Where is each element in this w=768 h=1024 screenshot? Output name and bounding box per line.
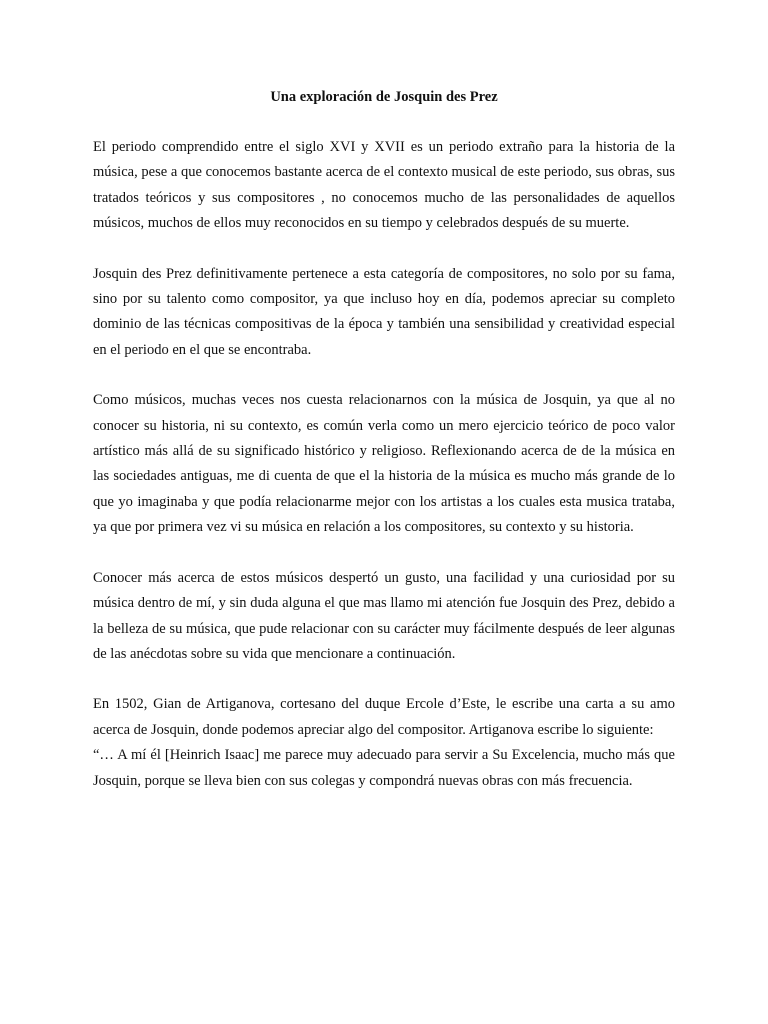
document-title: Una exploración de Josquin des Prez — [270, 89, 498, 105]
paragraph: Josquin des Prez definitivamente pertenece a esta categoría de compositores, no solo por su fama, sino por su talento como compositor, ya que incluso hoy en día, podemos apreciar su completo dominio de las técnicas compositivas de la época y también una sensibilidad y creatividad especial en el periodo en el que se encontraba. — [93, 265, 675, 358]
quote-paragraph: “… A mí él [Heinrich Isaac] me parece muy adecuado para servir a Su Excelencia, mucho más que Josquin, porque se lleva bien con sus colegas y compondrá nuevas obras con más frecuencia. — [93, 747, 675, 789]
paragraph: En 1502, Gian de Artiganova, cortesano del duque Ercole d’Este, le escribe una carta a su amo acerca de Josquin, donde podemos apreciar algo del compositor. Artiganova escribe lo siguiente: — [93, 696, 675, 738]
paragraph: Como músicos, muchas veces nos cuesta relacionarnos con la música de Josquin, ya que al no conocer su historia, ni su contexto, es común verla como un mero ejercicio teórico de poco valor artístico más allá de su significado histórico y religioso. Reflexionando acerca de de la música en las sociedades antiguas, me di cuenta de que el la historia de la música es mucho más grande de lo que yo imaginaba y que podía relacionarme mejor con los artistas a los cuales esta musica trataba, ya que por primera vez vi su música en relación a los compositores, su contexto y su historia. — [93, 392, 675, 536]
document-page — [93, 85, 675, 819]
paragraph: Conocer más acerca de estos músicos despertó un gusto, una facilidad y una curiosidad por su música dentro de mí, y sin duda alguna el que mas llamo mi atención fue Josquin des Prez, debido a la belleza de su música, que pude relacionar con su carácter muy fácilmente después de leer algunas de las anécdotas sobre su vida que mencionare a continuación. — [93, 569, 675, 662]
paragraph: El periodo comprendido entre el siglo XVI y XVII es un periodo extraño para la historia de la música, pese a que conocemos bastante acerca de el contexto musical de este periodo, sus obras, sus tratados teóricos y sus compositores , no conocemos mucho de las personalidades de aquellos músicos, muchos de ellos muy reconocidos en su tiempo y celebrados después de su muerte. — [93, 139, 675, 232]
